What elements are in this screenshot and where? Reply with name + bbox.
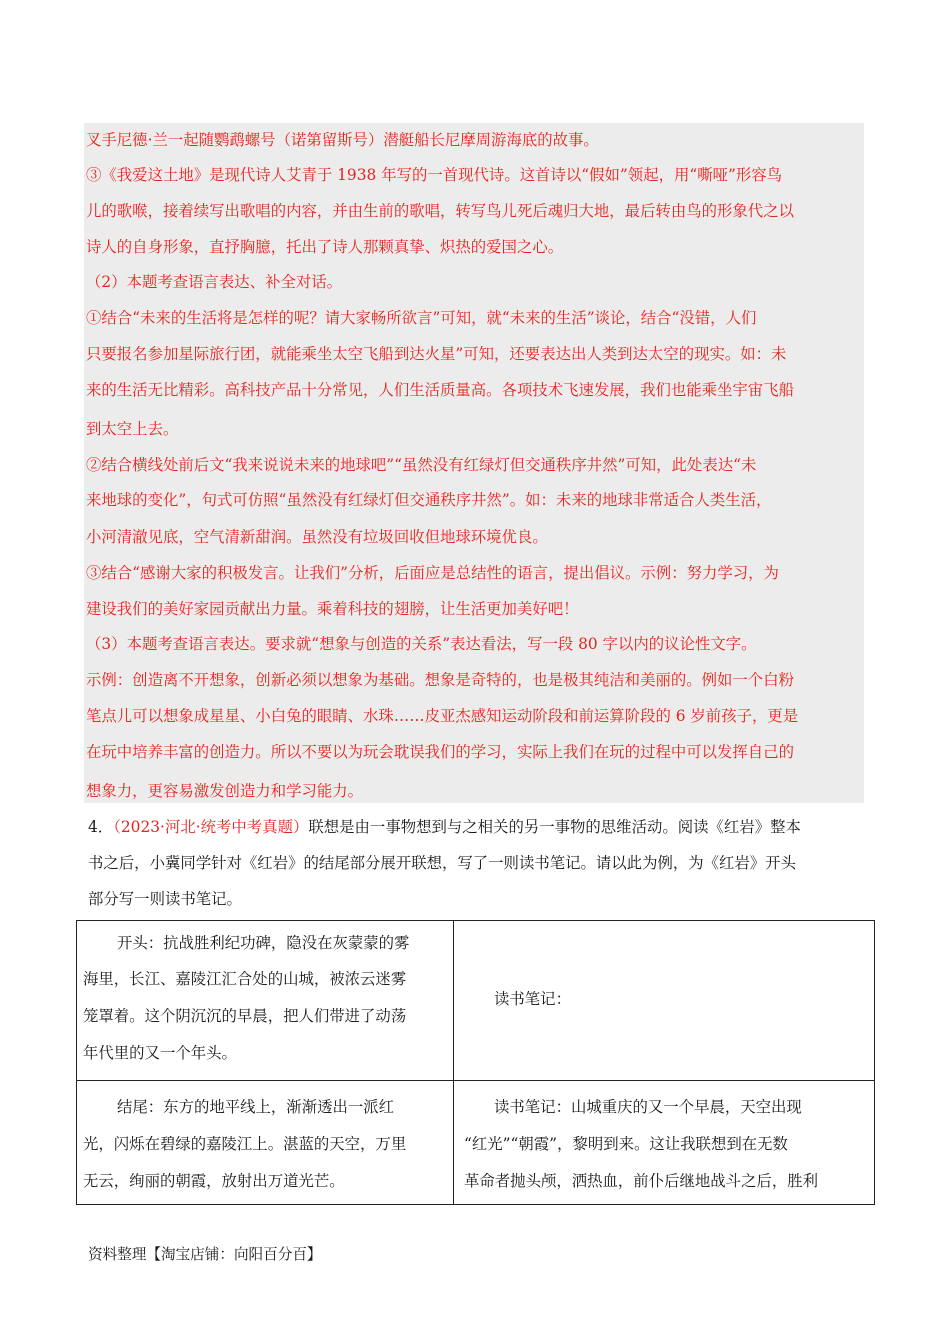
opening-excerpt-line: 海里，长江、嘉陵江汇合处的山城，被浓云迷雾 (83, 970, 407, 988)
table-row (77, 1081, 875, 1205)
opening-notes-label: 读书笔记： (494, 990, 571, 1008)
answer-line: ③《我爱这土地》是现代诗人艾青于 1938 年写的一首现代诗。这首诗以“假如”领起，用“嘶哑”形容鸟 (86, 166, 783, 184)
answer-line: 想象力，更容易激发创造力和学习能力。 (86, 782, 364, 800)
ending-notes-line: 革命者抛头颅，洒热血，前仆后继地战斗之后，胜利 (464, 1172, 818, 1190)
answer-line: 小河清澈见底，空气清新甜润。虽然没有垃圾回收但地球环境优良。 (86, 528, 548, 546)
answer-line: 建设我们的美好家园贡献出力量。乘着科技的翅膀，让生活更加美好吧！ (86, 600, 579, 618)
opening-excerpt-cell (77, 921, 454, 1081)
answer-line: 笔点儿可以想象成星星、小白兔的眼睛、水珠……皮亚杰感知运动阶段和前运算阶段的 6 岁前孩子，更是 (86, 707, 799, 725)
answer-line: 到太空上去。 (86, 420, 179, 438)
question-text: 联想是由一事物想到与之相关的另一事物的思维活动。阅读《红岩》整本 (308, 818, 801, 836)
question-4-line-3: 部分写一则读书笔记。 (88, 890, 242, 908)
opening-excerpt-line: 笼罩着。这个阴沉沉的早晨，把人们带进了动荡 (83, 1007, 407, 1025)
answer-line: ③结合“感谢大家的积极发言。让我们”分析，后面应是总结性的语言，提出倡议。示例：努力学习，为 (86, 564, 779, 582)
question-source: （2023·河北·统考中考真题） (113, 818, 309, 836)
answer-line: ①结合“未来的生活将是怎样的呢？请大家畅所欲言”可知，就“未来的生活”谈论，结合“没错，人们 (86, 309, 757, 327)
answer-line: 示例：创造离不开想象，创新必须以想象为基础。想象是奇特的，也是极其纯洁和美丽的。例如一个白粉 (86, 671, 794, 689)
answer-line: （2）本题考查语言表达、补全对话。 (86, 273, 343, 291)
ending-notes-line: 读书笔记：山城重庆的又一个早晨，天空出现 (494, 1098, 802, 1116)
ending-excerpt-line: 光，闪烁在碧绿的嘉陵江上。湛蓝的天空，万里 (83, 1135, 407, 1153)
answer-line: 诗人的自身形象，直抒胸臆，托出了诗人那颗真挚、炽热的爱国之心。 (86, 238, 564, 256)
answer-line: 来地球的变化”，句式可仿照“虽然没有红绿灯但交通秩序井然”。如：未来的地球非常适合人类生活， (86, 491, 772, 509)
ending-notes-cell (454, 1081, 875, 1205)
question-4-line-2: 书之后，小冀同学针对《红岩》的结尾部分展开联想，写了一则读书笔记。请以此为例，为《红岩》开头 (88, 854, 796, 872)
ending-excerpt-cell (77, 1081, 454, 1205)
ending-notes-line: “红光”“朝霞”，黎明到来。这让我联想到在无数 (464, 1135, 788, 1153)
answer-line: 叉手尼德·兰一起随鹦鹉螺号（诺第留斯号）潜艇船长尼摩周游海底的故事。 (86, 131, 599, 149)
answer-line: ②结合横线处前后文“我来说说未来的地球吧”“虽然没有红绿灯但交通秩序井然”可知，此处表达“未 (86, 456, 757, 474)
answer-line: 只要报名参加星际旅行团，就能乘坐太空飞船到达火星”可知，还要表达出人类到达太空的现实。如：未 (86, 345, 787, 363)
answer-line: （3）本题考查语言表达。要求就“想象与创造的关系”表达看法，写一段 80 字以内的议论性文字。 (86, 635, 757, 653)
question-4-line-1 (88, 817, 801, 837)
answer-line: 儿的歌喉，接着续写出歌唱的内容，并由生前的歌唱，转写鸟儿死后魂归大地，最后转由鸟的形象代之以 (86, 202, 794, 220)
answer-line: 来的生活无比精彩。高科技产品十分常见，人们生活质量高。各项技术飞速发展，我们也能乘坐宇宙飞船 (86, 381, 794, 399)
answer-line: 在玩中培养丰富的创造力。所以不要以为玩会耽误我们的学习，实际上我们在玩的过程中可以发挥自己的 (86, 743, 794, 761)
page-footer: 资料整理【淘宝店铺：向阳百分百】 (88, 1246, 322, 1263)
opening-excerpt-line: 开头：抗战胜利纪功碑，隐没在灰蒙蒙的雾 (117, 934, 410, 952)
opening-notes-cell (454, 921, 875, 1081)
question-number: 4． (88, 818, 114, 836)
reading-notes-table (76, 920, 875, 1205)
ending-excerpt-line: 结尾：东方的地平线上，渐渐透出一派红 (117, 1098, 395, 1116)
opening-excerpt-line: 年代里的又一个年头。 (83, 1044, 237, 1062)
ending-excerpt-line: 无云，绚丽的朝霞，放射出万道光芒。 (83, 1172, 345, 1190)
table-row (77, 921, 875, 1081)
